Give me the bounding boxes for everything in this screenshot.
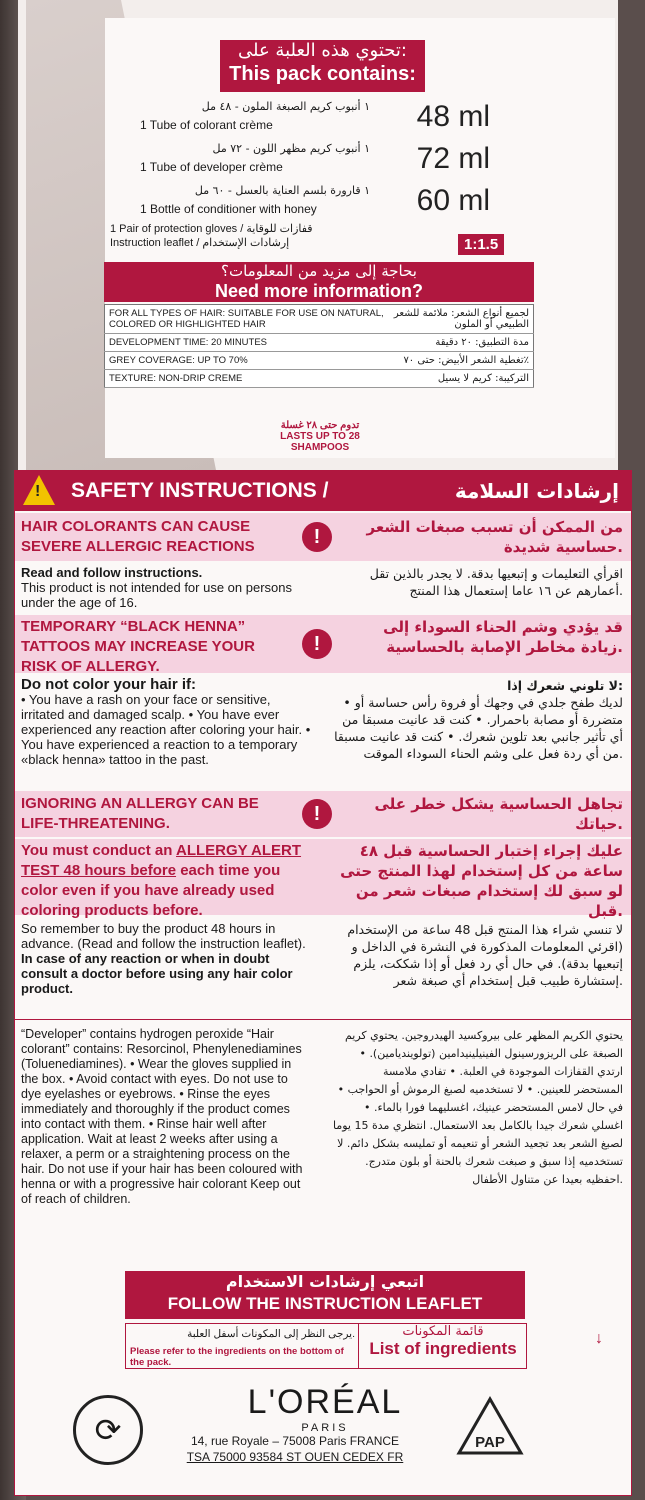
henna-ar: قد يؤدي وشم الحناء السوداء إلى زيادة مخاطر الإصابة بالحساسية. <box>383 618 623 656</box>
pack-contents-header <box>220 40 425 92</box>
pack-item <box>110 100 490 142</box>
pap-label: PAP <box>475 1434 505 1451</box>
ignore-ar: تجاهل الحساسية يشكل خطر على حياتك. <box>374 795 623 833</box>
dont-title-ar: لا تلوني شعرك إذا: <box>507 678 623 693</box>
exclamation-icon: ! <box>302 799 332 829</box>
developer-ar: يحتوي الكريم المظهر على بيروكسيد الهيدروجين. يحتوي كريم الصبغة على الريزورسينول الفينيلينيدامين (تولوينديامين). • ارتدي القفازات الموجودة في العلبة. • تفادي ملامسة المستحضر للعينين. • لا تستخدميه لصبغ الرموش أو الحواجب • في حال لامس المستحضر عينيك، اغسليهما فورا بالماء. • اغسلي شعرك جيدا بالكامل بعد الاستعمال. انتظري مدة 15 يوما لصبغ الشعر بعد تجعيد الشعر أو تنعيمه أو تمليسه بشكل دائم. لا تستخدميه إذا سبق و صبغت شعرك بالحنة أو بلون متدرج. احفظيه بعيدا عن متناول الأطفال. <box>333 1029 623 1186</box>
need-info-header <box>104 262 534 302</box>
table-row <box>105 370 534 388</box>
safety-header <box>15 471 631 511</box>
ingredients-box <box>125 1323 603 1369</box>
item-en: 1 Tube of colorant crème <box>140 118 273 132</box>
info-ar: لجميع أنواع الشعر: ملائمة للشعر الطبيعي أو الملون <box>390 305 534 334</box>
pack-item <box>110 184 490 226</box>
lasts-label <box>250 420 390 453</box>
pap-recycle-icon <box>455 1393 525 1463</box>
ingredients-note-ar: يرجى النظر إلى المكونات أسفل العلبة. <box>187 1328 355 1340</box>
ingredients-note-en: Please refer to the ingredients on the bottom of the pack. <box>130 1346 344 1368</box>
info-en: DEVELOPMENT TIME: 20 MINUTES <box>105 334 390 352</box>
recycle-icon: ⟳ <box>73 1395 143 1465</box>
info-en: GREY COVERAGE: UP TO 70% <box>105 352 390 370</box>
safety-title-en: SAFETY INSTRUCTIONS / <box>71 479 329 502</box>
item-en: 1 Bottle of conditioner with honey <box>140 202 317 216</box>
item-ar: ١ قارورة بلسم العناية بالعسل - ٦٠ مل <box>194 184 370 197</box>
read-en: Read and follow instructions. <box>21 565 203 580</box>
address-line: 14, rue Royale – 75008 Paris FRANCE <box>190 1434 400 1448</box>
table-row <box>105 334 534 352</box>
info-en: FOR ALL TYPES OF HAIR: SUITABLE FOR USE ON NATURAL, COLORED OR HIGHLIGHTED HAIR <box>105 305 390 334</box>
dont-ar-block <box>333 677 623 762</box>
need-info-en: Need more information? <box>214 281 424 301</box>
remember-block <box>15 919 631 1015</box>
allergic-en: HAIR COLORANTS CAN CAUSE SEVERE ALLERGIC REACTIONS <box>21 518 255 555</box>
info-table <box>104 304 534 388</box>
divider <box>15 1019 631 1020</box>
allergic-ar: من الممكن أن تسبب صبغات الشعر حساسية شديدة. <box>366 518 623 556</box>
read-instructions <box>15 563 631 613</box>
dont-items-ar: • لديك طفح جلدي في وجهك أو فروة رأس حساسة أو متضررة أو مصابة باحمرار. • كنت قد عانيت مسبقا من أي تأثير جانبي بعد تلوين شعرك. • كنت قد عانيت مسبقا من أي ردة فعل على وشم الحناء السوداء الموقت. <box>334 695 623 761</box>
item-ar: ١ أنبوب كريم مظهر اللون - ٧٢ مل <box>212 142 370 155</box>
doubt-en: In case of any reaction or when in doubt consult a doctor before using any hair color product. <box>21 951 293 996</box>
dont-en-block <box>21 677 311 767</box>
item-volume: 60 ml <box>416 184 490 217</box>
info-ar: تغطية الشعر الأبيض: حتى ٧٠٪ <box>390 352 534 370</box>
allergy-alert-test: ALLERGY ALERT TEST 48 hours before <box>21 842 302 879</box>
safety-title-ar: إرشادات السلامة <box>454 479 619 503</box>
address-line: TSA 75000 93584 ST OUEN CEDEX FR <box>186 1450 404 1464</box>
follow-leaflet-banner <box>125 1271 525 1319</box>
dont-title-en: Do not color your hair if: <box>21 676 196 693</box>
developer-block <box>15 1025 631 1265</box>
remember-en-block <box>21 921 311 996</box>
test-part: each time you color even if you have already used coloring products before. <box>21 862 281 919</box>
henna-en: TEMPORARY “BLACK HENNA” TATTOOS MAY INCREASE YOUR RISK OF ALLERGY. <box>21 618 255 675</box>
front-panel <box>14 470 632 1496</box>
arrow-down-icon: ↓ <box>595 1330 603 1347</box>
read-en-block <box>21 565 311 610</box>
pack-header-ar: تحتوي هذه العلبة على: <box>238 40 407 61</box>
allergy-test <box>15 839 631 920</box>
allergy-test-en <box>21 841 306 921</box>
info-ar: مدة التطبيق: ٢٠ دقيقة <box>390 334 534 352</box>
brand-logo <box>220 1383 430 1434</box>
pack-item <box>110 142 490 184</box>
developer-en: “Developer” contains hydrogen peroxide “Hair colorant” contains: Resorcinol, Phenylenediamines (Toluenediamines). • Wear the gloves supplied in the box. • Avoid contact with eyes. Do not use to dye eyelashes or eyebrows. • Rinse the eyes immediately and thoroughly if the product comes into contact with them. • Rinse hair well after application. Wait at least 2 weeks after using a relaxer, a perm or a straightening process on the hair. Do not use if your hair has been coloured with henna or with a progressive hair colorant Keep out of reach of children. <box>21 1027 303 1206</box>
test-part: You must conduct an <box>21 842 177 859</box>
ingredients-list <box>358 1324 603 1368</box>
item-en: 1 Tube of developer crème <box>140 160 283 174</box>
age-en: This product is not intended for use on persons under the age of 16. <box>21 580 292 610</box>
remember-ar: لا تنسي شراء هذا المنتج قبل 48 ساعة من الإستخدام (اقرئي المعلومات المذكورة في النشرة في الداخل و إتبعيها بدقة). في حال أي رد فعل أو إذا شككت، يلزم إستشارة طبيب قبل إستخدام أي صبغة شعر. <box>347 922 623 988</box>
logo-text: L'ORÉAL <box>247 1383 403 1421</box>
item-volume: 72 ml <box>416 142 490 175</box>
ingredients-list-ar: قائمة المكونات <box>402 1324 484 1339</box>
pack-items <box>110 100 490 226</box>
dont-items-en: • You have a rash on your face or sensitive, irritated and damaged scalp. • You have ever experienced any reaction after coloring your hair. • You have experienced a reaction to a temporary «black henna» tattoo in the past. <box>21 692 311 767</box>
item-ar: ١ أنبوب كريم الصبغة الملون - ٤٨ مل <box>201 100 370 113</box>
address <box>165 1433 425 1465</box>
ignore-en: IGNORING AN ALLERGY CAN BE LIFE-THREATENING. <box>21 795 259 832</box>
table-row <box>105 352 534 370</box>
need-info-ar: بحاجة إلى مزيد من المعلومات؟ <box>221 262 417 280</box>
info-ar: التركيبة: كريم لا يسيل <box>390 370 534 388</box>
item-volume: 48 ml <box>416 100 490 133</box>
ingredients-list-en: List of ingredients <box>369 1339 517 1358</box>
mix-ratio-badge: 1:1.5 <box>458 234 504 255</box>
exclamation-icon: ! <box>302 629 332 659</box>
ignore-warning <box>15 791 631 837</box>
remember-en: So remember to buy the product 48 hours in advance. (Read and follow the instruction leaflet). <box>21 921 306 951</box>
read-ar: اقرأي التعليمات و إتبعيها بدقة. لا يجدر بالذين تقل أعمارهم عن ١٦ عاما إستعمال هذا المنتج. <box>369 566 623 598</box>
leaflet-text: Instruction leaflet / إرشادات الإستخدام <box>110 237 290 249</box>
allergy-test-ar: عليك إجراء إختبار الحساسية قبل ٤٨ ساعة من كل إستخدام لهذا المنتج حتى لو سبق لك إستخدام صبغات شعر من قبل. <box>340 842 623 920</box>
follow-en: FOLLOW THE INSTRUCTION LEAFLET <box>167 1294 483 1313</box>
warning-mark: ! <box>35 483 41 500</box>
info-en: TEXTURE: NON-DRIP CREME <box>105 370 390 388</box>
exclamation-icon: ! <box>302 522 332 552</box>
follow-ar: اتبعي إرشادات الاستخدام <box>225 1272 425 1291</box>
table-row <box>105 305 534 334</box>
lasts-en: LASTS UP TO 28 SHAMPOOS <box>280 431 360 453</box>
pack-header-en: This pack contains: <box>229 63 416 85</box>
logo-city: PARIS <box>301 1422 349 1434</box>
gloves-text: 1 Pair of protection gloves / قفازات للوقاية <box>110 223 313 235</box>
do-not-color <box>15 675 631 785</box>
gloves-and-leaflet <box>110 222 390 250</box>
ingredients-note <box>130 1328 355 1368</box>
lasts-ar: تدوم حتى ٢٨ غسلة <box>280 420 360 431</box>
henna-warning <box>15 615 631 673</box>
allergic-warning <box>15 513 631 561</box>
